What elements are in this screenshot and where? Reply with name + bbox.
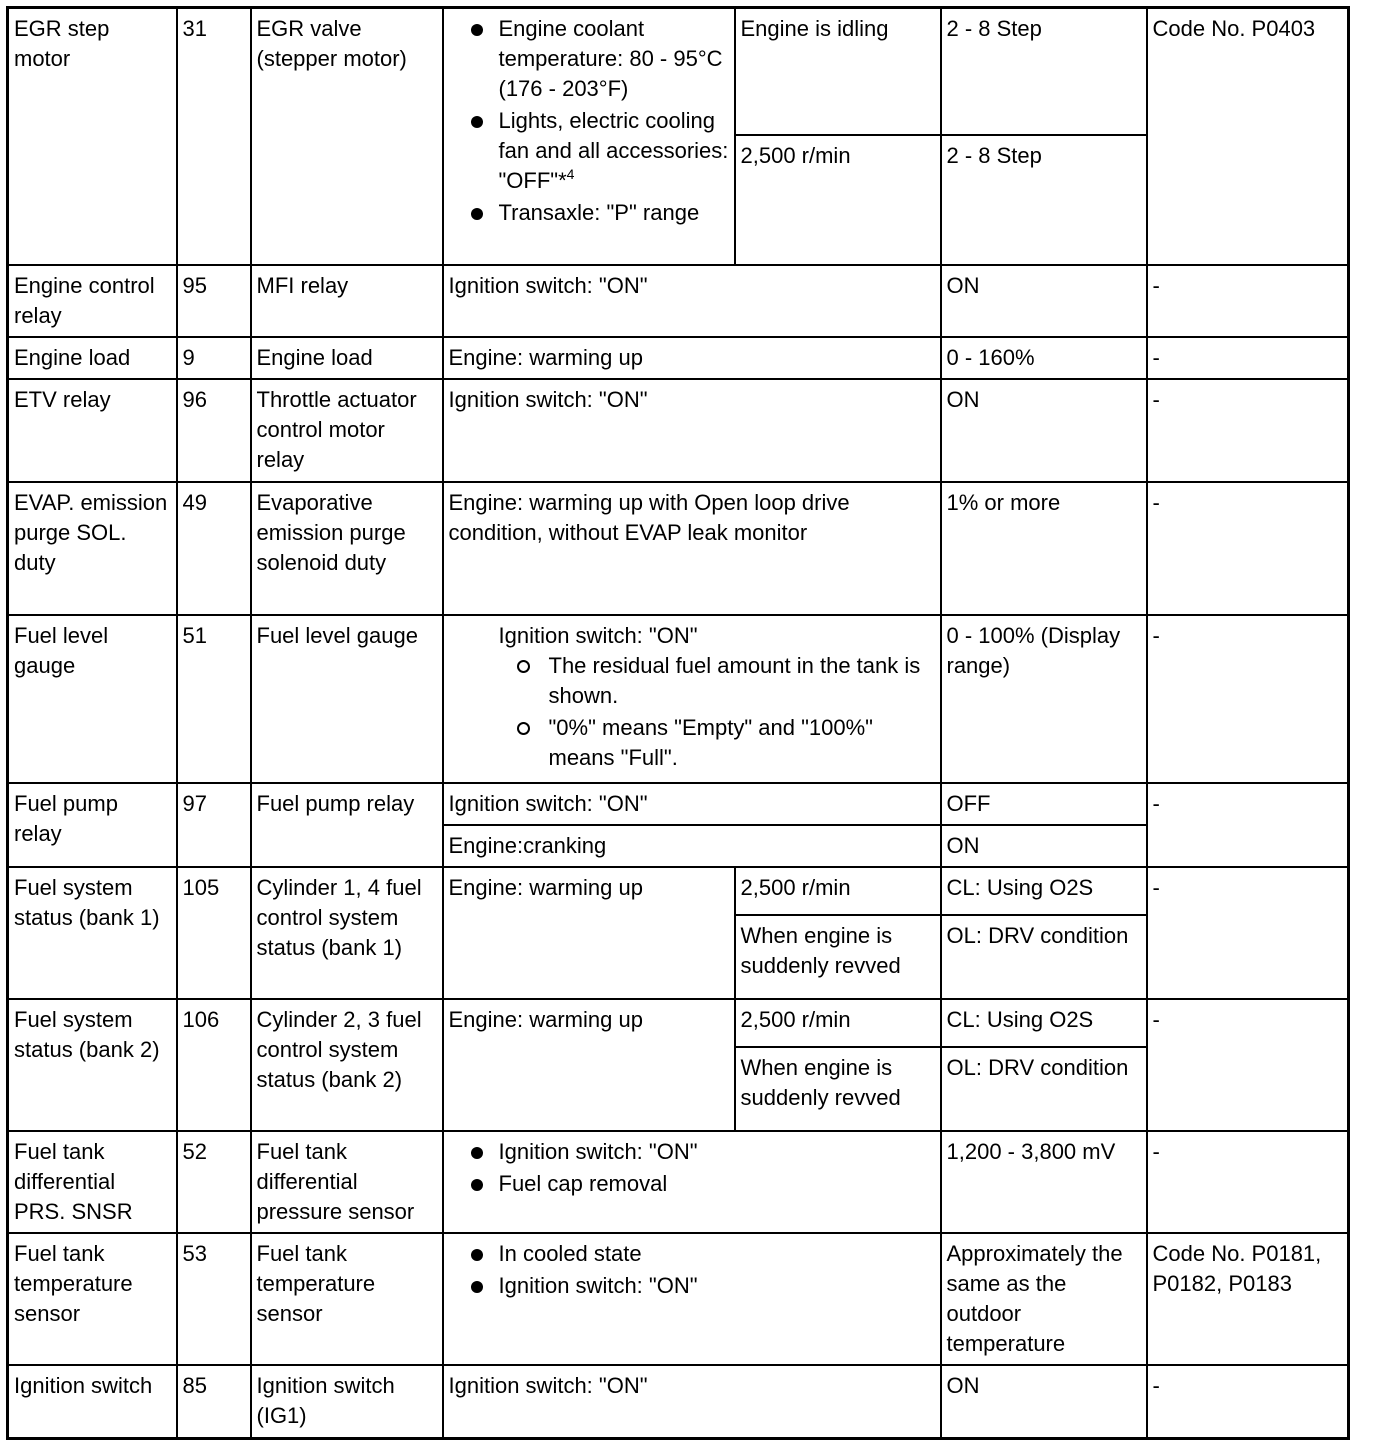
sub-condition-cell: 2,500 r/min bbox=[735, 999, 941, 1047]
table-row bbox=[8, 8, 1349, 135]
condition-note: "0%" means "Empty" and "100%" means "Full". bbox=[449, 713, 935, 773]
condition-bullet: Engine coolant temperature: 80 - 95°C (176 - 203°F) bbox=[449, 14, 729, 104]
sub-condition-cell: 2,500 r/min bbox=[735, 135, 941, 265]
item-no-cell: 85 bbox=[177, 1365, 251, 1439]
condition-bullet: Fuel cap removal bbox=[449, 1169, 935, 1199]
item-name-cell: Fuel tank temperature sensor bbox=[251, 1233, 443, 1365]
reference-cell: Code No. P0181, P0182, P0183 bbox=[1147, 1233, 1349, 1365]
item-no-cell: 51 bbox=[177, 615, 251, 783]
reference-cell: Code No. P0403 bbox=[1147, 8, 1349, 265]
item-cell: Fuel level gauge bbox=[8, 615, 177, 783]
normal-value-cell: Approximately the same as the outdoor temperature bbox=[941, 1233, 1147, 1365]
item-no-cell: 106 bbox=[177, 999, 251, 1131]
table-row bbox=[8, 379, 1349, 482]
table-row bbox=[8, 867, 1349, 915]
item-name-cell: Throttle actuator control motor relay bbox=[251, 379, 443, 482]
item-name-cell: Ignition switch (IG1) bbox=[251, 1365, 443, 1439]
service-data-table bbox=[6, 6, 1350, 1440]
table-row bbox=[8, 265, 1349, 337]
normal-value-cell: OL: DRV condition bbox=[941, 1047, 1147, 1131]
footnote-mark: 4 bbox=[566, 166, 575, 182]
normal-value-cell: 1,200 - 3,800 mV bbox=[941, 1131, 1147, 1233]
normal-value-cell: 0 - 160% bbox=[941, 337, 1147, 379]
item-name-cell: Cylinder 1, 4 fuel control system status (bank 1) bbox=[251, 867, 443, 999]
table-row bbox=[8, 337, 1349, 379]
item-name-cell: Fuel pump relay bbox=[251, 783, 443, 867]
test-condition-cell: Ignition switch: "ON" bbox=[443, 265, 941, 337]
item-no-cell: 97 bbox=[177, 783, 251, 867]
test-condition-cell: Ignition switch: "ON" bbox=[443, 783, 941, 825]
sub-condition-cell: 2,500 r/min bbox=[735, 867, 941, 915]
reference-cell: - bbox=[1147, 482, 1349, 615]
item-cell: EVAP. emission purge SOL. duty bbox=[8, 482, 177, 615]
table-row bbox=[8, 999, 1349, 1047]
table-row bbox=[8, 783, 1349, 825]
item-name-cell: Evaporative emission purge solenoid duty bbox=[251, 482, 443, 615]
normal-value-cell: ON bbox=[941, 1365, 1147, 1439]
item-no-cell: 49 bbox=[177, 482, 251, 615]
reference-cell: - bbox=[1147, 867, 1349, 999]
table-row bbox=[8, 1233, 1349, 1365]
condition-bullet: Ignition switch: "ON" bbox=[449, 1137, 935, 1167]
table-row bbox=[8, 615, 1349, 783]
sub-condition-cell: Engine is idling bbox=[735, 8, 941, 135]
condition-bullet: In cooled state bbox=[449, 1239, 935, 1269]
normal-value-cell: 2 - 8 Step bbox=[941, 8, 1147, 135]
item-no-cell: 95 bbox=[177, 265, 251, 337]
item-cell: Fuel pump relay bbox=[8, 783, 177, 867]
item-no-cell: 31 bbox=[177, 8, 251, 265]
reference-cell: - bbox=[1147, 1131, 1349, 1233]
test-condition-cell bbox=[443, 1131, 941, 1233]
item-cell: Fuel system status (bank 1) bbox=[8, 867, 177, 999]
test-condition-cell: Engine: warming up bbox=[443, 337, 941, 379]
sub-condition-cell: When engine is suddenly revved bbox=[735, 1047, 941, 1131]
test-condition-cell: Ignition switch: "ON" bbox=[443, 379, 941, 482]
test-condition-cell: Engine:cranking bbox=[443, 825, 941, 867]
reference-cell: - bbox=[1147, 379, 1349, 482]
item-no-cell: 96 bbox=[177, 379, 251, 482]
normal-value-cell: 1% or more bbox=[941, 482, 1147, 615]
item-name-cell: Engine load bbox=[251, 337, 443, 379]
reference-cell: - bbox=[1147, 783, 1349, 867]
normal-value-cell: ON bbox=[941, 265, 1147, 337]
normal-value-cell: 2 - 8 Step bbox=[941, 135, 1147, 265]
reference-cell: - bbox=[1147, 337, 1349, 379]
item-cell: Fuel tank temperature sensor bbox=[8, 1233, 177, 1365]
item-name-cell: EGR valve (stepper motor) bbox=[251, 8, 443, 265]
normal-value-cell: ON bbox=[941, 379, 1147, 482]
table-row bbox=[8, 482, 1349, 615]
condition-heading: Ignition switch: "ON" bbox=[498, 622, 698, 648]
item-cell: Fuel tank differential PRS. SNSR bbox=[8, 1131, 177, 1233]
item-name-cell: Fuel level gauge bbox=[251, 615, 443, 783]
condition-note: The residual fuel amount in the tank is shown. bbox=[449, 651, 935, 711]
test-condition-cell: Engine: warming up bbox=[443, 867, 735, 999]
normal-value-cell: CL: Using O2S bbox=[941, 867, 1147, 915]
normal-value-cell: OFF bbox=[941, 783, 1147, 825]
item-name-cell: Fuel tank differential pressure sensor bbox=[251, 1131, 443, 1233]
condition-bullet: Transaxle: "P" range bbox=[449, 198, 729, 228]
item-name-cell: MFI relay bbox=[251, 265, 443, 337]
item-no-cell: 53 bbox=[177, 1233, 251, 1365]
test-condition-cell: Ignition switch: "ON" bbox=[443, 1365, 941, 1439]
item-cell: Engine load bbox=[8, 337, 177, 379]
reference-cell: - bbox=[1147, 999, 1349, 1131]
reference-cell: - bbox=[1147, 265, 1349, 337]
reference-cell: - bbox=[1147, 1365, 1349, 1439]
table-row bbox=[8, 1131, 1349, 1233]
test-condition-cell: Engine: warming up bbox=[443, 999, 735, 1131]
reference-cell: - bbox=[1147, 615, 1349, 783]
normal-value-cell: OL: DRV condition bbox=[941, 915, 1147, 999]
item-name-cell: Cylinder 2, 3 fuel control system status (bank 2) bbox=[251, 999, 443, 1131]
item-cell: Fuel system status (bank 2) bbox=[8, 999, 177, 1131]
item-cell: EGR step motor bbox=[8, 8, 177, 265]
item-no-cell: 52 bbox=[177, 1131, 251, 1233]
normal-value-cell: 0 - 100% (Display range) bbox=[941, 615, 1147, 783]
table-row bbox=[8, 1365, 1349, 1439]
test-condition-cell: Engine: warming up with Open loop drive condition, without EVAP leak monitor bbox=[443, 482, 941, 615]
sub-condition-cell: When engine is suddenly revved bbox=[735, 915, 941, 999]
condition-bullet: Ignition switch: "ON" bbox=[449, 1271, 935, 1301]
item-no-cell: 105 bbox=[177, 867, 251, 999]
item-cell: Engine control relay bbox=[8, 265, 177, 337]
test-condition-cell bbox=[443, 1233, 941, 1365]
condition-bullet: Lights, electric cooling fan and all accessories: "OFF"*$^4$ bbox=[449, 106, 729, 196]
item-no-cell: 9 bbox=[177, 337, 251, 379]
item-cell: ETV relay bbox=[8, 379, 177, 482]
normal-value-cell: ON bbox=[941, 825, 1147, 867]
test-condition-cell bbox=[443, 8, 735, 265]
test-condition-cell bbox=[443, 615, 941, 783]
normal-value-cell: CL: Using O2S bbox=[941, 999, 1147, 1047]
item-cell: Ignition switch bbox=[8, 1365, 177, 1439]
